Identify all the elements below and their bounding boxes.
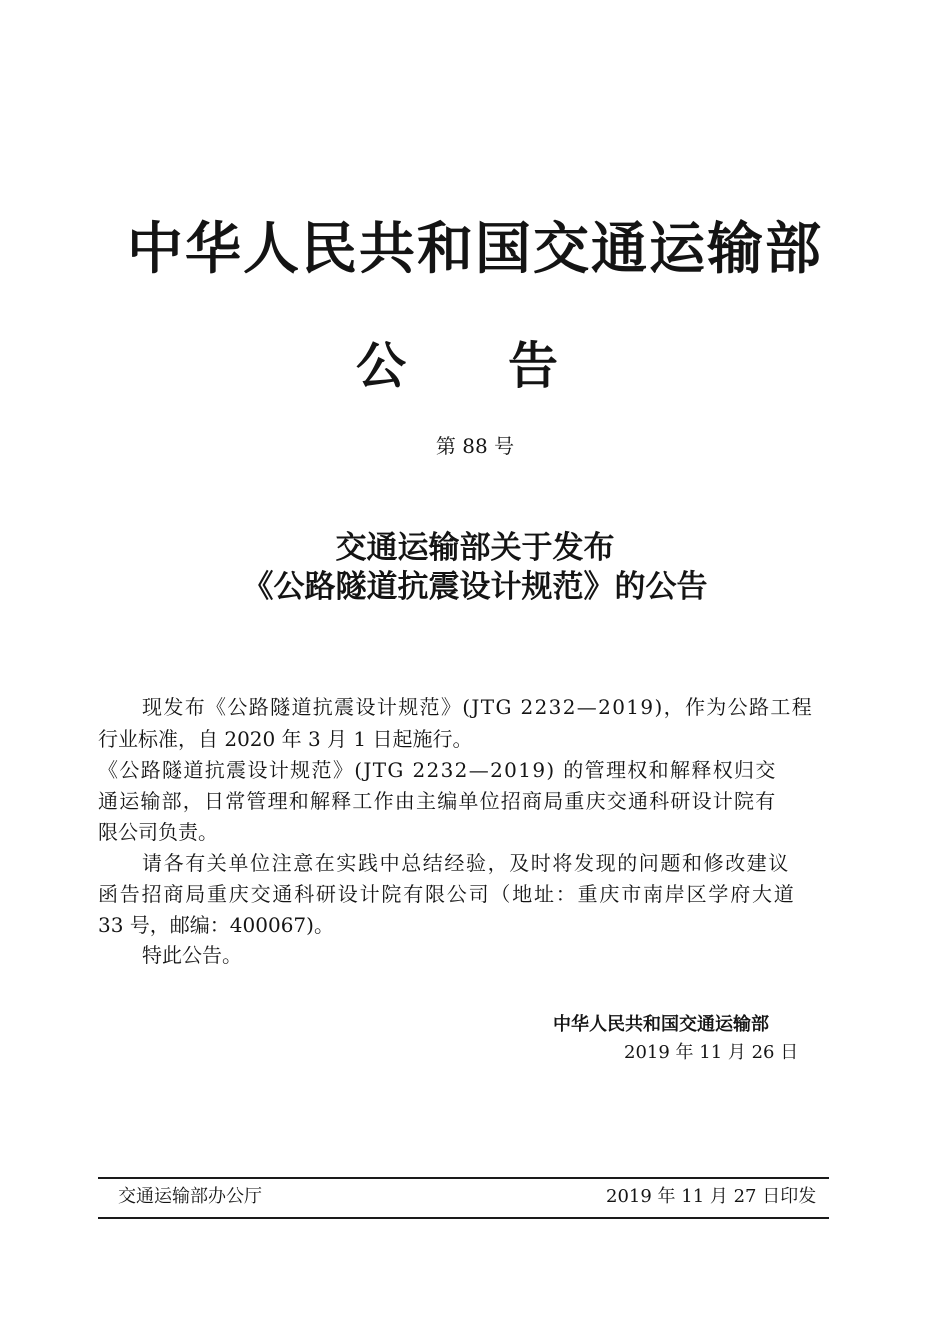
body-line: 特此公告。 bbox=[142, 943, 242, 967]
headline-line-1: 交通运输部关于发布 bbox=[335, 530, 615, 566]
announcement-number: 第 88 号 bbox=[435, 434, 515, 458]
signature-date: 2019 年 11 月 26 日 bbox=[624, 1042, 799, 1063]
body-line: 行业标准，自 2020 年 3 月 1 日起施行。 bbox=[98, 727, 473, 751]
print-date: 2019 年 11 月 27 日印发 bbox=[606, 1186, 817, 1207]
document-type-title bbox=[0, 334, 950, 398]
body-line: 通运输部，日常管理和解释工作由主编单位招商局重庆交通科研设计院有 bbox=[98, 789, 777, 813]
body-line: 限公司负责。 bbox=[98, 820, 218, 844]
footer-rule-top bbox=[98, 1177, 829, 1179]
headline-line-2: 《公路隧道抗震设计规范》的公告 bbox=[242, 569, 708, 605]
body-line: 《公路隧道抗震设计规范》(JTG 2232—2019) 的管理权和解释权归交 bbox=[98, 758, 777, 782]
body-line: 33 号，邮编：400067)。 bbox=[98, 913, 334, 937]
document-type-char-1: 公 bbox=[356, 337, 406, 395]
body-line: 请各有关单位注意在实践中总结经验，及时将发现的问题和修改建议 bbox=[142, 851, 790, 875]
signature-organization: 中华人民共和国交通运输部 bbox=[553, 1014, 769, 1035]
issuing-office: 交通运输部办公厅 bbox=[118, 1186, 262, 1207]
issuing-authority-title: 中华人民共和国交通运输部 bbox=[127, 217, 823, 282]
footer-rule-bottom bbox=[98, 1217, 829, 1219]
document-type-char-2: 告 bbox=[508, 337, 558, 395]
body-line: 现发布《公路隧道抗震设计规范》(JTG 2232—2019)，作为公路工程 bbox=[142, 695, 814, 719]
body-line: 函告招商局重庆交通科研设计院有限公司（地址：重庆市南岸区学府大道 bbox=[98, 882, 796, 906]
